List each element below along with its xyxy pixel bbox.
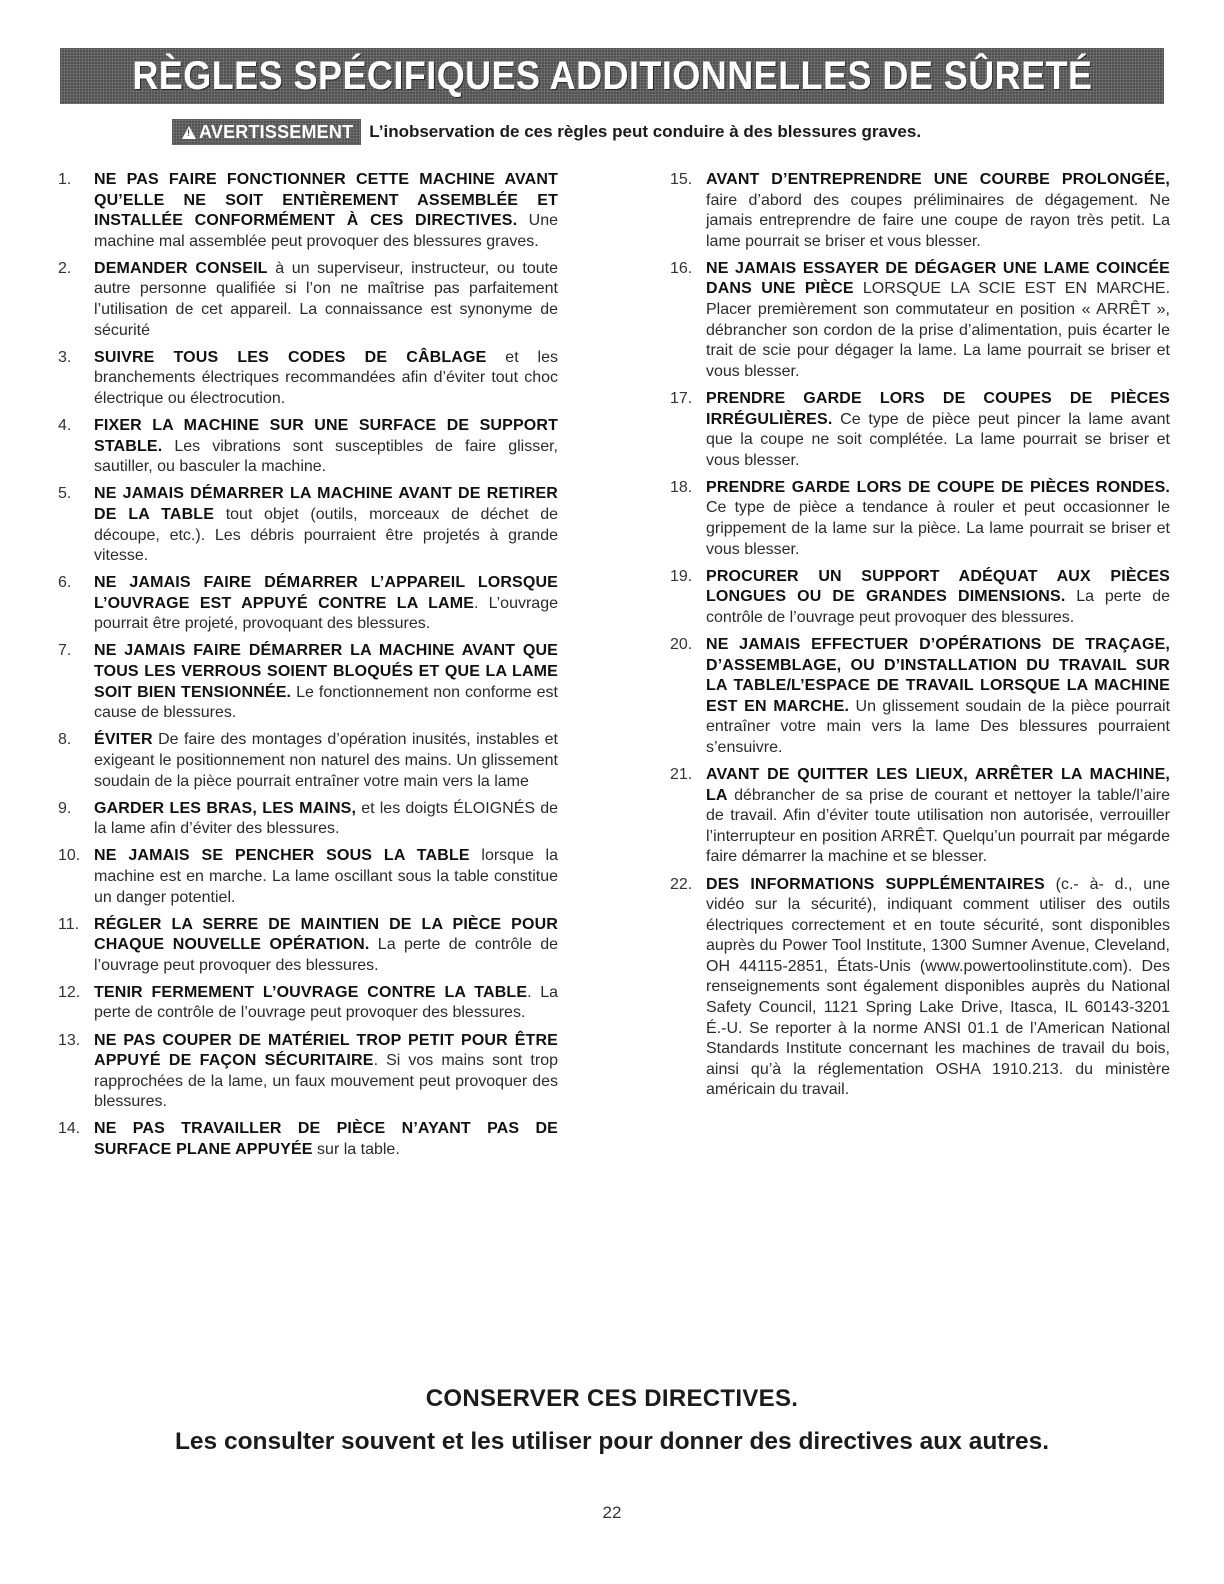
- rule-text: tout objet (outils, morceaux de déchet de découpe, etc.). Les débris pourraient être projetés à grande vitesse.: [94, 505, 558, 565]
- rule-lead: NE JAMAIS FAIRE DÉMARRER LA MACHINE AVANT QUE TOUS LES VERROUS SOIENT BLOQUÉS ET QUE LA LAME SOIT BIEN TENSIONNÉE.: [94, 642, 558, 701]
- rule-text: LORSQUE LA SCIE EST EN MARCHE. Placer premièrement son commutateur en position « ARRÊT », débrancher son cordon de la prise d’alimentation, puis écarter le trait de scie pour dégager la lame. La lame pourrait se briser et vous blesser.: [706, 280, 1171, 380]
- rule-lead: NE PAS TRAVAILLER DE PIÈCE N’AYANT PAS DE SURFACE PLANE APPUYÉE: [94, 1120, 558, 1159]
- rule-number: 5.: [58, 485, 72, 503]
- rule-item: [670, 259, 1170, 383]
- rule-item: [58, 170, 558, 252]
- rule-item: [58, 259, 558, 341]
- rule-text: Ce type de pièce a tendance à rouler et peut occasionner le grippement de la lame sur la pièce. La lame pourrait se briser et vous blesser.: [706, 499, 1170, 558]
- warning-row: [172, 119, 921, 145]
- rule-item: [58, 799, 558, 840]
- rule-number: 19.: [670, 567, 693, 585]
- consult-instructions-text: Les consulter souvent et les utiliser pour donner des directives aux autres.: [174, 1428, 1050, 1455]
- rule-body: [94, 799, 558, 840]
- rule-lead: DEMANDER CONSEIL: [94, 259, 268, 277]
- rule-item: [58, 416, 558, 478]
- rule-number: 13.: [58, 1031, 81, 1049]
- rule-text: La perte de contrôle de l’ouvrage peut provoquer des blessures.: [706, 588, 1171, 626]
- rule-item: [58, 348, 558, 410]
- warning-badge: [172, 119, 361, 145]
- rule-item: [58, 730, 558, 792]
- rule-body: [706, 765, 1170, 868]
- rule-body: [94, 416, 558, 478]
- rule-body: [706, 635, 1170, 759]
- title-banner: [60, 48, 1164, 104]
- rule-item: [58, 915, 558, 977]
- rule-lead: PRENDRE GARDE LORS DE COUPE DE PIÈCES RONDES.: [706, 478, 1170, 496]
- rule-item: [58, 983, 558, 1024]
- rule-body: [94, 1119, 558, 1160]
- rule-text: . Si vos mains sont trop rapprochées de la lame, un faux mouvement peut provoquer des blessures.: [94, 1052, 558, 1111]
- rule-item: [670, 567, 1170, 629]
- rule-text: lorsque la machine est en marche. La lame oscillant sous la table constitue un danger potentiel.: [94, 847, 559, 906]
- rule-number: 9.: [58, 799, 72, 817]
- rule-number: 15.: [670, 171, 693, 188]
- rule-item: [58, 573, 558, 635]
- rule-body: [94, 846, 558, 908]
- rule-item: [58, 641, 558, 723]
- rule-text: Ce type de pièce peut pincer la lame avant que la coupe ne soit complétée. La lame pourrait se briser et vous blesser.: [706, 410, 1170, 469]
- rule-item: [670, 875, 1170, 1102]
- rule-number: 7.: [58, 642, 72, 660]
- rules-columns: [58, 170, 1170, 1167]
- rule-body: [94, 1031, 558, 1113]
- rule-item: [670, 170, 1170, 252]
- warning-triangle-icon: [182, 126, 196, 139]
- rule-text: De faire des montages d’opération inusités, instables et exigeant le positionnement non naturel des mains. Un glissement soudain de la pièce pourrait entraîner votre main vers la lame: [94, 731, 558, 790]
- rule-lead: AVANT DE QUITTER LES LIEUX, ARRÊTER LA MACHINE, LA: [706, 766, 1170, 804]
- rule-text: La perte de contrôle de l’ouvrage peut provoquer des blessures.: [94, 936, 558, 974]
- rule-body: [94, 259, 558, 341]
- rule-body: [94, 170, 558, 252]
- rule-number: 12.: [58, 983, 81, 1001]
- rule-text: . L’ouvrage pourrait être projeté, provoquant des blessures.: [94, 594, 559, 633]
- rule-text: et les branchements électriques recommandées afin d’éviter tout choc électrique ou électrocution.: [94, 348, 559, 407]
- rule-item: [58, 1031, 558, 1113]
- rule-item: [58, 1119, 558, 1160]
- rule-lead: DES INFORMATIONS SUPPLÉMENTAIRES: [706, 875, 1045, 893]
- rule-item: [670, 765, 1170, 868]
- rule-item: [58, 846, 558, 908]
- rule-number: 18.: [670, 478, 693, 496]
- rule-text: (c.- à- d., une vidéo sur la sécurité), indiquant comment utiliser des outils électriques correctement et en toute sécurité, sont disponibles auprès du Power Tool Institute, 1300 Sumner Avenue, Cleveland, OH 44115-2851, États-Unis (www.powertoolinstitute.com). Des renseignements sont également disponibles auprès du National Safety Council, 1121 Spring Lake Drive, Itasca, IL 60143-3201 É.-U. Se reporter à la norme ANSI 01.1 de l’American National Standards Institute concernant les machines de travail du bois, ainsi qu’à la réglementation OSHA 1910.213. du ministère américain du travail.: [706, 875, 1170, 1099]
- rule-item: [670, 478, 1170, 560]
- rule-number: 3.: [58, 348, 72, 366]
- rule-body: [94, 983, 558, 1024]
- rule-number: 16.: [670, 259, 693, 277]
- rule-text: Un glissement soudain de la pièce pourrait entraîner votre main vers la lame Des blessures pourraient s’ensuivre.: [706, 697, 1171, 756]
- rule-text: faire d’abord des coupes préliminaires de dégagement. Ne jamais entreprendre de faire une coupe de rayon très petit. La lame pourrait se briser et vous blesser.: [706, 191, 1170, 250]
- page-number: 22: [602, 1503, 622, 1522]
- rule-text: à un superviseur, instructeur, ou toute autre personne qualifiée si l’on ne maîtrise pas parfaitement l’utilisation de cet appareil. La connaissance est synonyme de sécurité: [94, 259, 558, 339]
- save-instructions-heading: CONSERVER CES DIRECTIVES.: [425, 1385, 799, 1412]
- rule-lead: SUIVRE TOUS LES CODES DE CÂBLAGE: [94, 348, 487, 366]
- rule-item: [670, 389, 1170, 471]
- rule-lead: GARDER LES BRAS, LES MAINS,: [94, 799, 357, 817]
- rule-number: 6.: [58, 574, 72, 592]
- rule-text: Les vibrations sont susceptibles de faire glisser, sautiller, ou basculer la machine.: [94, 437, 558, 476]
- rule-body: [94, 730, 558, 792]
- rule-number: 10.: [58, 847, 81, 865]
- rule-lead: NE JAMAIS SE PENCHER SOUS LA TABLE: [94, 847, 470, 865]
- rule-number: 20.: [670, 635, 693, 653]
- rule-lead: AVANT D’ENTREPRENDRE UNE COURBE PROLONGÉE,: [706, 171, 1170, 188]
- rule-body: [706, 170, 1170, 252]
- rule-lead: NE PAS FAIRE FONCTIONNER CETTE MACHINE AVANT QU’ELLE NE SOIT ENTIÈREMENT ASSEMBLÉE ET INSTALLÉE CONFORMÉMENT À CES DIRECTIVES.: [94, 171, 558, 230]
- rule-number: 22.: [670, 875, 693, 893]
- rule-lead: RÉGLER LA SERRE DE MAINTIEN DE LA PIÈCE POUR CHAQUE NOUVELLE OPÉRATION.: [94, 915, 558, 954]
- rule-body: [94, 348, 558, 410]
- rule-number: 4.: [58, 417, 72, 435]
- rule-item: [58, 484, 558, 566]
- rule-text: débrancher de sa prise de courant et nettoyer la table/l’aire de travail. Afin d’éviter toute utilisation non autorisée, verrouiller l’interrupteur en position ARRÊT. Quelqu’un pourrait par mégarde faire démarrer la machine et se blesser.: [706, 786, 1170, 866]
- rule-lead: PROCURER UN SUPPORT ADÉQUAT AUX PIÈCES LONGUES OU DE GRANDES DIMENSIONS.: [706, 567, 1170, 606]
- rule-number: 17.: [670, 389, 693, 407]
- rule-text: Une machine mal assemblée peut provoquer des blessures graves.: [94, 212, 558, 250]
- rule-lead: TENIR FERMEMENT L’OUVRAGE CONTRE LA TABLE: [94, 983, 528, 1001]
- rule-body: [706, 567, 1170, 629]
- rule-text: Le fonctionnement non conforme est cause de blessures.: [94, 683, 558, 722]
- rule-item: [670, 635, 1170, 759]
- rule-body: [94, 915, 558, 977]
- page-title: RÈGLES SPÉCIFIQUES ADDITIONNELLES DE SÛRETÉ: [131, 53, 1093, 98]
- rule-body: [706, 478, 1170, 560]
- rule-lead: FIXER LA MACHINE SUR UNE SURFACE DE SUPPORT STABLE.: [94, 417, 558, 455]
- rule-lead: NE JAMAIS DÉMARRER LA MACHINE AVANT DE RETIRER DE LA TABLE: [94, 485, 558, 523]
- rules-list-right: [670, 170, 1170, 1167]
- rule-body: [706, 875, 1170, 1102]
- warning-text: L’inobservation de ces règles peut conduire à des blessures graves.: [369, 122, 922, 141]
- rule-text: sur la table.: [312, 1141, 400, 1159]
- rule-body: [94, 573, 558, 635]
- rule-number: 1.: [58, 171, 72, 188]
- rule-body: [706, 389, 1170, 471]
- warning-badge-label: AVERTISSEMENT: [199, 122, 354, 142]
- rule-body: [94, 641, 558, 723]
- rule-lead: NE JAMAIS FAIRE DÉMARRER L’APPAREIL LORSQUE L’OUVRAGE EST APPUYÉ CONTRE LA LAME: [94, 574, 558, 612]
- rule-number: 2.: [58, 259, 72, 277]
- rule-lead: NE JAMAIS EFFECTUER D’OPÉRATIONS DE TRAÇAGE, D’ASSEMBLAGE, OU D’INSTALLATION DU TRAVAIL SUR LA TABLE/L’ESPACE DE TRAVAIL LORSQUE LA MACHINE EST EN MARCHE.: [706, 635, 1170, 715]
- rule-text: et les doigts ÉLOIGNÉS de la lame afin d’éviter des blessures.: [94, 799, 559, 838]
- rule-number: 11.: [58, 915, 80, 933]
- rule-number: 21.: [670, 766, 693, 784]
- rule-number: 14.: [58, 1120, 81, 1138]
- rule-body: [706, 259, 1170, 383]
- rule-lead: NE JAMAIS ESSAYER DE DÉGAGER UNE LAME COINCÉE DANS UNE PIÈCE: [706, 259, 1170, 298]
- rule-number: 8.: [58, 731, 72, 749]
- rules-list-left: [58, 170, 558, 1167]
- rule-lead: NE PAS COUPER DE MATÉRIEL TROP PETIT POUR ÊTRE APPUYÉ DE FAÇON SÉCURITAIRE: [94, 1031, 558, 1070]
- rule-lead: PRENDRE GARDE LORS DE COUPES DE PIÈCES IRRÉGULIÈRES.: [706, 389, 1170, 428]
- rule-body: [94, 484, 558, 566]
- rule-lead: ÉVITER: [94, 731, 153, 749]
- rule-text: . La perte de contrôle de l’ouvrage peut provoquer des blessures.: [94, 983, 558, 1022]
